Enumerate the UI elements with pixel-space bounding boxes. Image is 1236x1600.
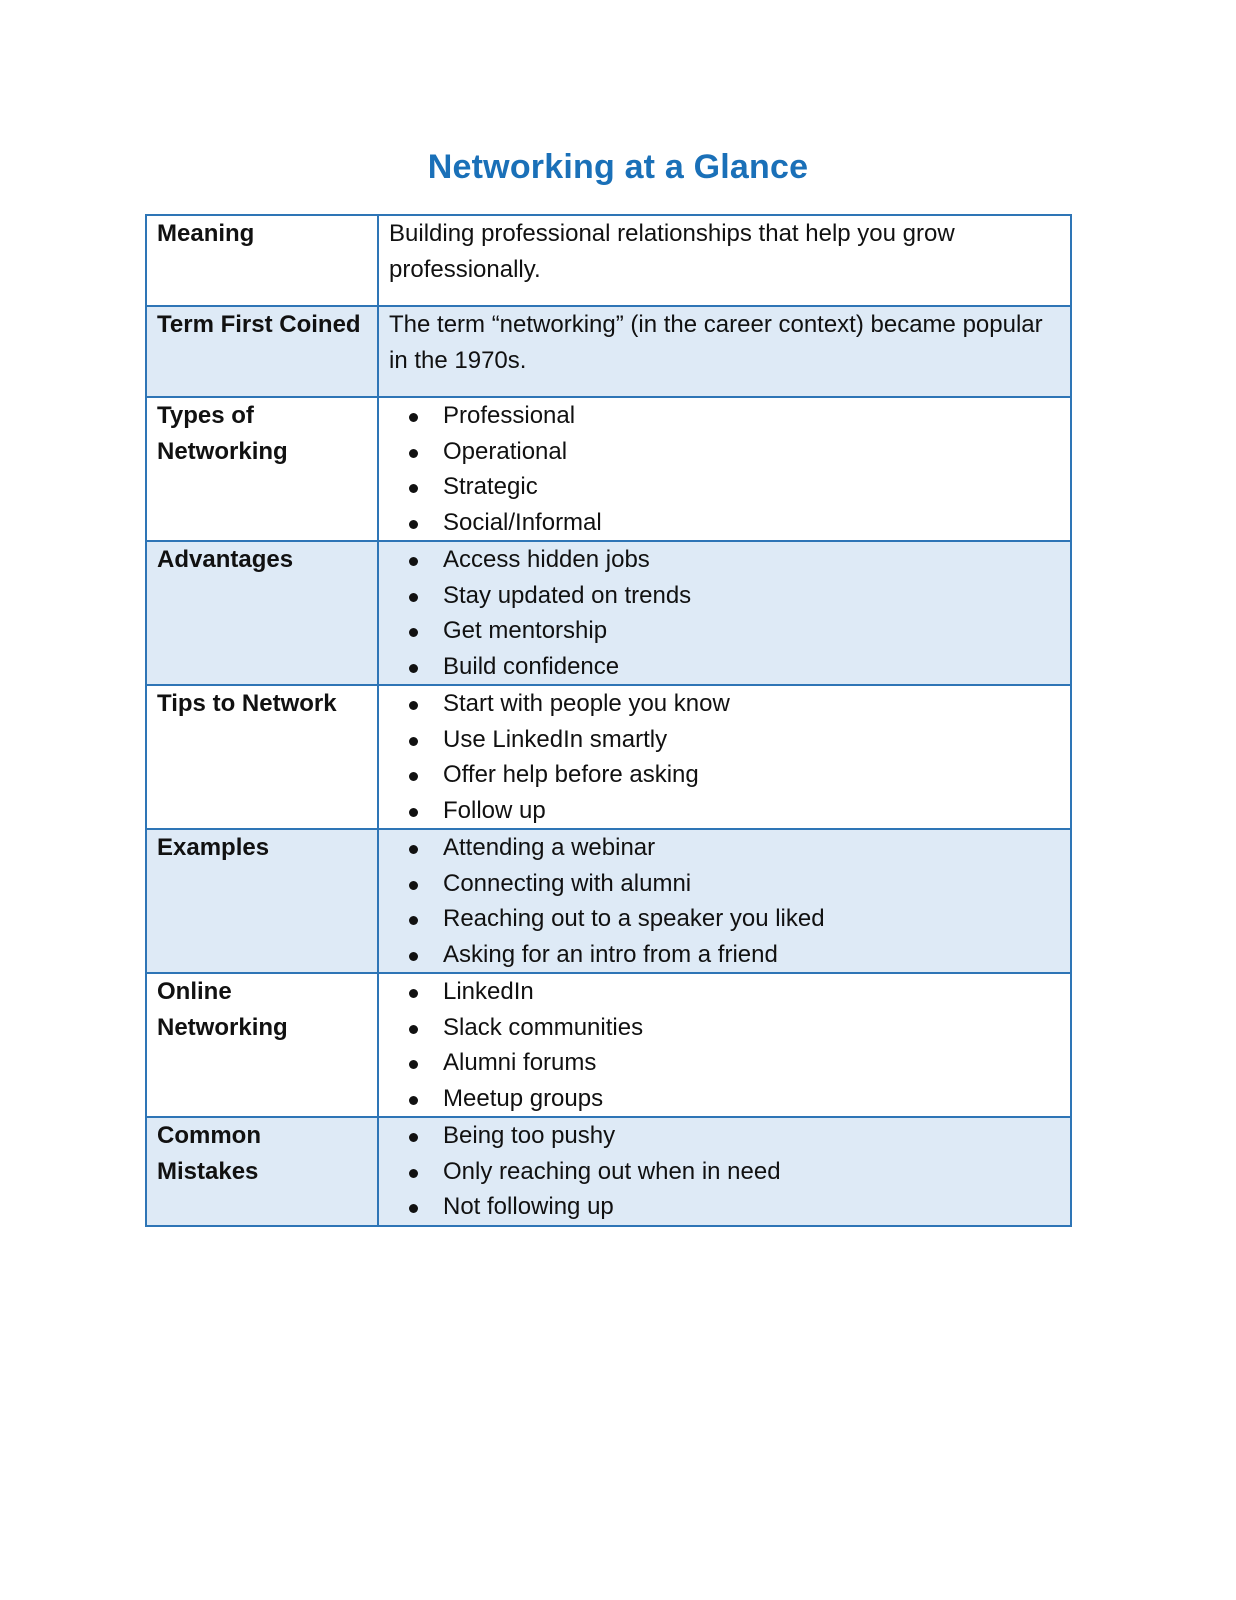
row-list-cell (378, 397, 1071, 541)
row-label: Examples (146, 829, 378, 973)
row-label: Online Networking (146, 973, 378, 1117)
list-item: Use LinkedIn smartly (389, 722, 1060, 758)
row-label: Advantages (146, 541, 378, 685)
table-row-meaning (146, 215, 1071, 306)
bullet-list (389, 398, 1060, 540)
list-item: Social/Informal (389, 505, 1060, 541)
list-item: Connecting with alumni (389, 866, 1060, 902)
list-item: LinkedIn (389, 974, 1060, 1010)
row-label: Term First Coined (146, 306, 378, 397)
list-item: Build confidence (389, 649, 1060, 685)
row-list-cell (378, 973, 1071, 1117)
list-item: Slack communities (389, 1010, 1060, 1046)
list-item: Follow up (389, 793, 1060, 829)
list-item: Offer help before asking (389, 757, 1060, 793)
row-list-cell (378, 829, 1071, 973)
list-item: Get mentorship (389, 613, 1060, 649)
list-item: Alumni forums (389, 1045, 1060, 1081)
bullet-list (389, 830, 1060, 972)
list-item: Asking for an intro from a friend (389, 937, 1060, 973)
table-row-online-networking (146, 973, 1071, 1117)
row-label: Tips to Network (146, 685, 378, 829)
row-text: The term “networking” (in the career context) became popular in the 1970s. (378, 306, 1071, 397)
list-item: Only reaching out when in need (389, 1154, 1060, 1190)
networking-table (145, 214, 1072, 1227)
list-item: Start with people you know (389, 686, 1060, 722)
row-list-cell (378, 541, 1071, 685)
list-item: Reaching out to a speaker you liked (389, 901, 1060, 937)
bullet-list (389, 974, 1060, 1116)
row-text: Building professional relationships that help you grow professionally. (378, 215, 1071, 306)
list-item: Strategic (389, 469, 1060, 505)
table-row-advantages (146, 541, 1071, 685)
list-item: Access hidden jobs (389, 542, 1060, 578)
list-item: Attending a webinar (389, 830, 1060, 866)
row-list-cell (378, 1117, 1071, 1226)
bullet-list (389, 1118, 1060, 1225)
table-row-examples (146, 829, 1071, 973)
list-item: Meetup groups (389, 1081, 1060, 1117)
list-item: Stay updated on trends (389, 578, 1060, 614)
row-label (146, 397, 378, 541)
table-row-term-first-coined (146, 306, 1071, 397)
table-row-types-of-networking (146, 397, 1071, 541)
table-row-tips-to-network (146, 685, 1071, 829)
row-label: Meaning (146, 215, 378, 306)
bullet-list (389, 542, 1060, 684)
page-title: Networking at a Glance (427, 148, 809, 186)
list-item: Not following up (389, 1189, 1060, 1225)
row-list-cell (378, 685, 1071, 829)
table-row-common-mistakes (146, 1117, 1071, 1226)
row-label: Common Mistakes (146, 1117, 378, 1226)
bullet-list (389, 686, 1060, 828)
list-item: Operational (389, 434, 1060, 470)
list-item: Being too pushy (389, 1118, 1060, 1154)
row-label-text: Types of Networking (157, 402, 288, 465)
list-item: Professional (389, 398, 1060, 434)
